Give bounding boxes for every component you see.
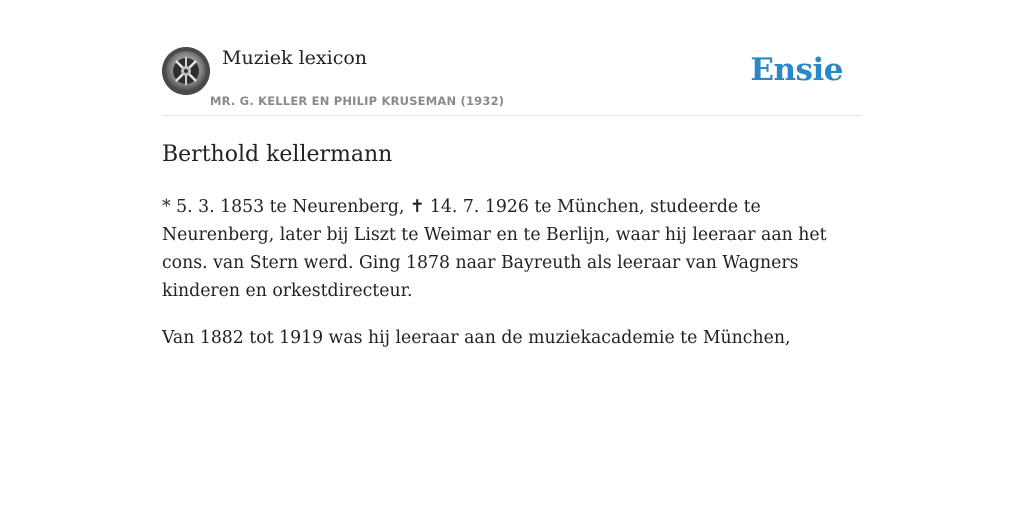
book-header (162, 0, 862, 116)
book-avatar[interactable] (162, 47, 210, 95)
page (162, 0, 862, 352)
entry-title: Berthold kellermann (162, 142, 393, 167)
entry-body (162, 193, 862, 352)
book-authors: MR. G. KELLER EN PHILIP KRUSEMAN (1932) (210, 94, 505, 108)
entry-paragraph: Van 1882 tot 1919 was hij leeraar aan de muziekacademie te München, (162, 328, 791, 348)
ensie-logo-link[interactable]: Ensie (750, 52, 843, 88)
entry-paragraph: * 5. 3. 1853 te Neurenberg, ✝ 14. 7. 1926 te München, studeerde te Neurenberg, later bij Liszt te Weimar en te Berlijn, waar hij leeraar aan het cons. van Stern werd. Ging 1878 naar Bayreuth als leeraar van Wagners kinderen en orkestdirecteur. (162, 197, 827, 301)
book-cover-emblem-icon (162, 47, 210, 95)
book-title[interactable]: Muziek lexicon (222, 47, 368, 69)
